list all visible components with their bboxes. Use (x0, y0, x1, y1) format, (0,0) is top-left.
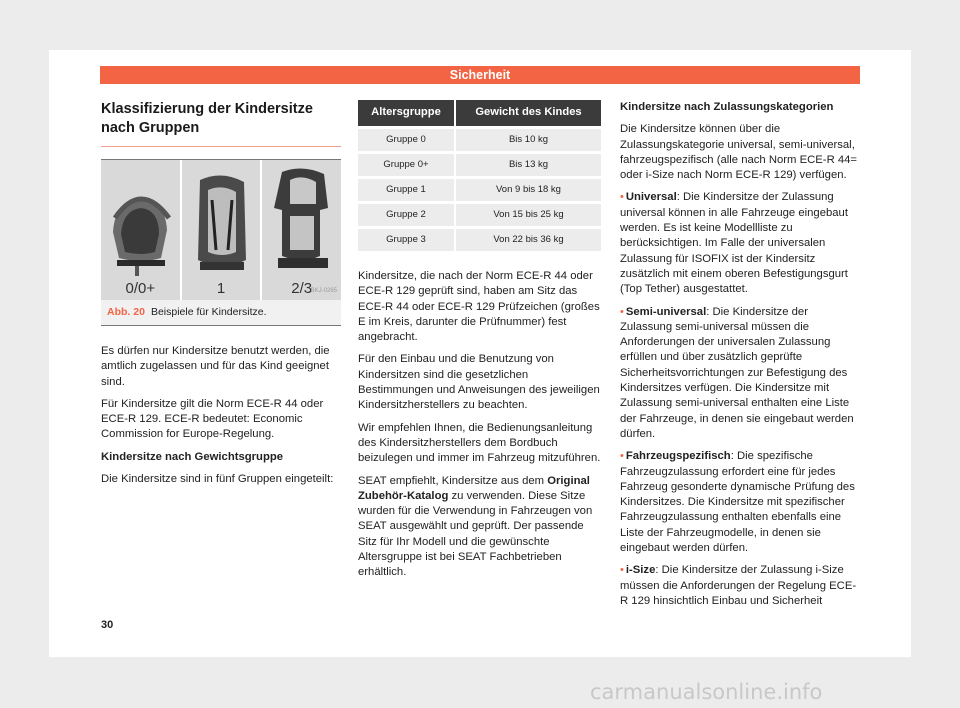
table-header-age-group: Altersgruppe (358, 100, 455, 128)
figure-label-group-2-3: 2/3 (291, 279, 313, 297)
list-item-text: : Die spezifische Fahrzeugzulassung erfordert eine für jedes Fahrzeug gesonderte dynamische Prüfung des Kindersitzes. Die Kindersitze mit spezifischer Fahrzeugzulassung enthalten ebenfalls eine Liste der Fahrzeugmodelle, in denen sie eingebaut werden dürfen. (620, 450, 855, 555)
figure-label-group-0: 0/0+ (125, 279, 156, 297)
table-cell: Bis 13 kg (455, 153, 601, 178)
table-row (358, 203, 601, 228)
paragraph: Wir empfehlen Ihnen, die Bedienungsanleitung des Kindersitzherstellers dem Bordbuch beizulegen und immer im Fahrzeug mitzuführen. (358, 421, 601, 465)
section-title: Klassifizierung der Kindersitze nach Gruppen (101, 100, 341, 147)
figure-label-group-1: 1 (216, 279, 226, 297)
paragraph: Kindersitze, die nach der Norm ECE-R 44 oder ECE-R 129 geprüft sind, haben am Sitz das ECE-R 44 oder ECE-R 129 Prüfzeichen (großes E im Kreis, darunter die Prüfnummer) fest angebracht. (358, 270, 600, 344)
bullet-icon: • (620, 305, 624, 318)
table-header-row (358, 100, 601, 128)
paragraph-accessory-catalog (358, 474, 601, 581)
table-cell: Gruppe 1 (358, 178, 455, 203)
middle-body (358, 269, 601, 581)
accessory-catalog-term: Original Zubehör-Katalog (358, 474, 590, 502)
table-cell: Gruppe 2 (358, 203, 455, 228)
table-row (358, 128, 601, 153)
paragraph-text: zu verwenden. Diese Sitze wurden für die Verwendung in Fahrzeugen von SEAT ausgewählt und geprüft. Der passende Sitz für Ihr Modell und die gewünschte Altersgruppe ist bei SEAT Fachbetrieben erhältlich. (358, 489, 593, 579)
subheading-approval-categories: Kindersitze nach Zulassungskategorien (620, 101, 834, 113)
paragraph-text: SEAT empfiehlt, Kindersitze aus dem (358, 474, 548, 487)
list-item-text: : Die Kindersitze der Zulassung i-Size müssen die Anforderungen der Regelung ECE-R 129 hinsichtlich Einbau und Sicherheit (620, 564, 857, 607)
list-item-i-size (620, 563, 860, 609)
table-row (358, 153, 601, 178)
list-item-universal (620, 190, 860, 297)
table-row (358, 228, 601, 252)
list-item-vehicle-specific (620, 449, 860, 556)
figure-panel-infant-seat (101, 160, 182, 300)
middle-column (358, 100, 601, 588)
figure-caption-text: Beispiele für Kindersitze. (150, 306, 267, 318)
paragraph: Die Kindersitze sind in fünf Gruppen eingeteilt: (101, 473, 334, 486)
table-cell: Von 22 bis 36 kg (455, 228, 601, 252)
figure-caption-label: Abb. 20 (107, 306, 145, 318)
list-item-term: Semi-universal (625, 305, 707, 318)
figure-caption (101, 300, 341, 325)
right-column (620, 100, 860, 616)
left-body (101, 344, 341, 487)
bullet-icon: • (620, 450, 624, 463)
list-item-term: i-Size (625, 564, 656, 577)
list-item-term: Universal (625, 191, 677, 204)
left-column (101, 100, 341, 494)
toddler-seat-illustration (182, 160, 262, 300)
figure-panel-toddler-seat (182, 160, 263, 300)
table-cell: Von 15 bis 25 kg (455, 203, 601, 228)
booster-seat-illustration (262, 160, 341, 300)
table-cell: Bis 10 kg (455, 128, 601, 153)
paragraph: Für Kindersitze gilt die Norm ECE-R 44 oder ECE-R 129. ECE-R bedeutet: Economic Commission for Europe-Regelung. (101, 397, 324, 441)
paragraph: Für den Einbau und die Benutzung von Kindersitzen sind die gesetzlichen Bestimmungen und Anweisungen des jeweiligen Kindersitzherstellers zu beachten. (358, 353, 600, 412)
list-item-text: : Die Kindersitze der Zulassung universal können in alle Fahrzeuge eingebaut werden. Es ist keine Modellliste zu berücksichtigen. Im Falle der universalen Zulassung für ISOFIX ist der Kindersitz zusätzlich mit einem oberen Befestigungsgurt (Top Tether) ausgestattet. (620, 191, 848, 296)
table-cell: Gruppe 3 (358, 228, 455, 252)
list-item-text: : Die Kindersitze der Zulassung semi-universal müssen die Anforderungen der universalen Zulassung erfüllen und über zusätzlich geprüfte Sicherheitsvorrichtungen zur Befestigung des Kindersitzes verfügen. Die Kindersitze mit Zulassung semi-universal enthalten eine Liste der Fahrzeuge, in denen sie eingebaut werden dürfen. (620, 305, 854, 440)
page-number: 30 (101, 619, 114, 631)
subheading-weight-groups: Kindersitze nach Gewichtsgruppe (101, 450, 284, 463)
section-header-bar: Sicherheit (100, 66, 860, 84)
table-cell: Gruppe 0 (358, 128, 455, 153)
figure-panel-booster-seat (262, 160, 341, 300)
table-row (358, 178, 601, 203)
bullet-icon: • (620, 191, 624, 204)
paragraph: Die Kindersitze können über die Zulassungskategorie universal, semi-universal, fahrzeugspezifisch (alle nach Norm ECE-R 44= oder i-Size nach Norm ECE-R 129) verfügen. (620, 123, 858, 182)
table-cell: Von 9 bis 18 kg (455, 178, 601, 203)
infant-seat-illustration (101, 160, 181, 300)
table-header-weight: Gewicht des Kindes (455, 100, 601, 128)
figure-images (101, 160, 341, 300)
table-cell: Gruppe 0+ (358, 153, 455, 178)
watermark: carmanualsonline.info (590, 680, 823, 704)
list-item-term: Fahrzeugspezifisch (625, 450, 731, 463)
weight-groups-table (358, 100, 601, 251)
bullet-icon: • (620, 564, 624, 577)
figure-code: BKJ-0265 (310, 287, 338, 294)
list-item-semi-universal (620, 305, 860, 443)
figure-child-seats (101, 159, 341, 326)
paragraph: Es dürfen nur Kindersitze benutzt werden, die amtlich zugelassen und für das Kind geeignet sind. (101, 345, 330, 388)
